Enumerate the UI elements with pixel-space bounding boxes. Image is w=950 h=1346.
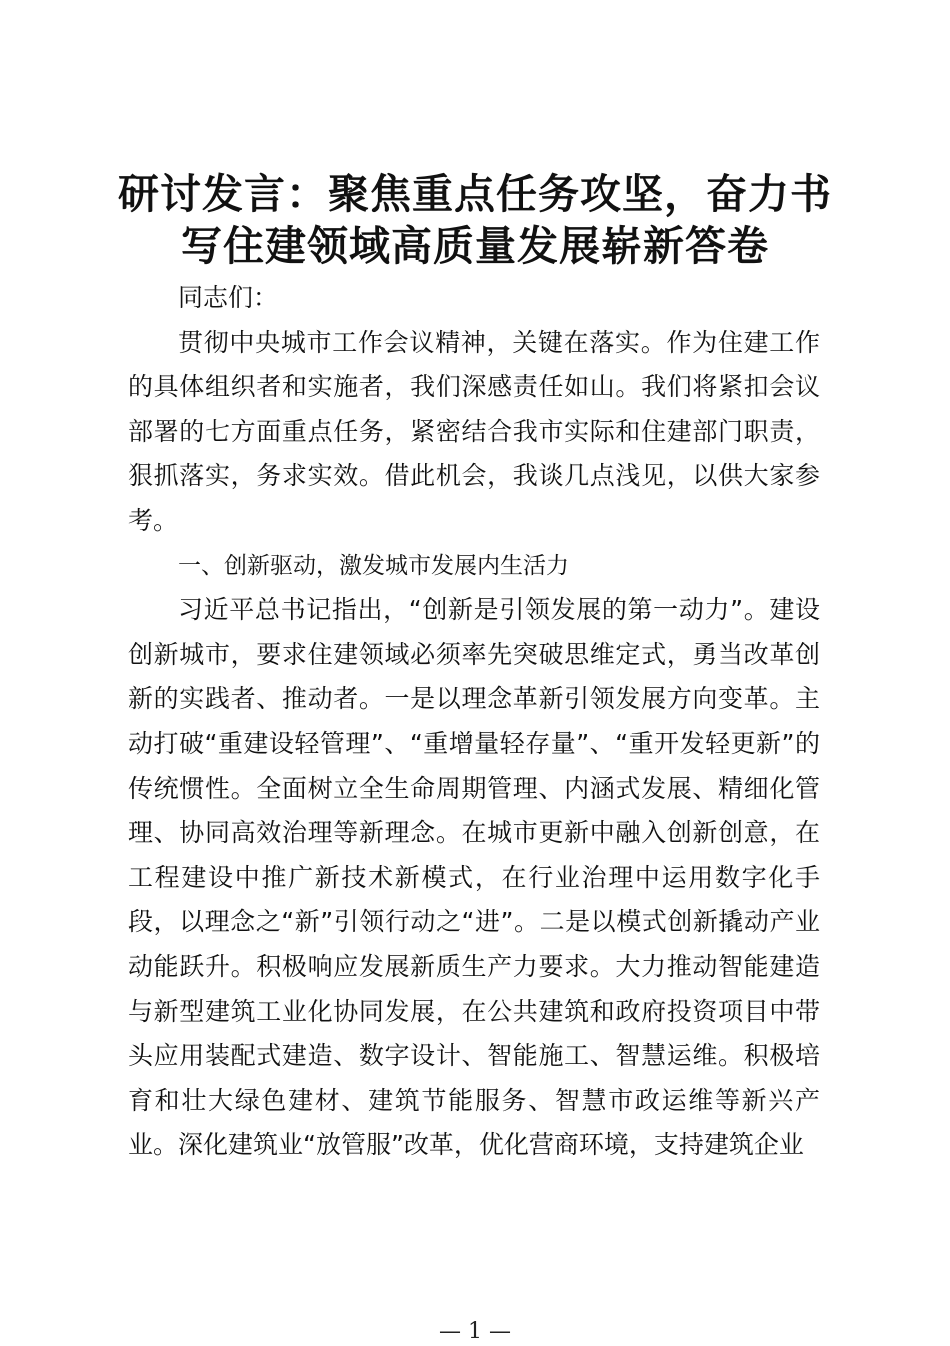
section-1-paragraph: 习近平总书记指出，“创新是引领发展的第一动力”。建设创新城市，要求住建领域必须率先突破思维定式，勇当改革创新的实践者、推动者。一是以理念革新引领发展方向变革。主动打破“重建设轻管理”、“重增量轻存量”、“重开发轻更新”的传统惯性。全面树立全生命周期管理、内涵式发展、精细化管理、协同高效治理等新理念。在城市更新中融入创新创意，在工程建设中推广新技术新模式，在行业治理中运用数字化手段，以理念之“新”引领行动之“进”。二是以模式创新撬动产业动能跃升。积极响应发展新质生产力要求。大力推动智能建造与新型建筑工业化协同发展，在公共建筑和政府投资项目中带头应用装配式建造、数字设计、智能施工、智慧运维。积极培育和壮大绿色建材、建筑节能服务、智慧市政运维等新兴产业。深化建筑业“放管服”改革，优化营商环境，支持建筑企业 bbox=[128, 595, 820, 1160]
page-number: — 1 — bbox=[439, 1319, 511, 1344]
section-heading-1: 一、创新驱动，激发城市发展内生活力 bbox=[178, 552, 569, 579]
intro-paragraph: 贯彻中央城市工作会议精神，关键在落实。作为住建工作的具体组织者和实施者，我们深感责任如山。我们将紧扣会议部署的七方面重点任务，紧密结合我市实际和住建部门职责，狠抓落实，务求实效。借此机会，我谈几点浅见，以供大家参考。 bbox=[128, 327, 820, 535]
title-line-1: 研讨发言：聚焦重点任务攻坚，奋力书 bbox=[118, 170, 832, 218]
title-line-2: 写住建领域高质量发展崭新答卷 bbox=[181, 222, 769, 270]
document-title bbox=[110, 168, 840, 272]
salutation: 同志们： bbox=[178, 283, 279, 312]
document-body bbox=[128, 276, 820, 1168]
